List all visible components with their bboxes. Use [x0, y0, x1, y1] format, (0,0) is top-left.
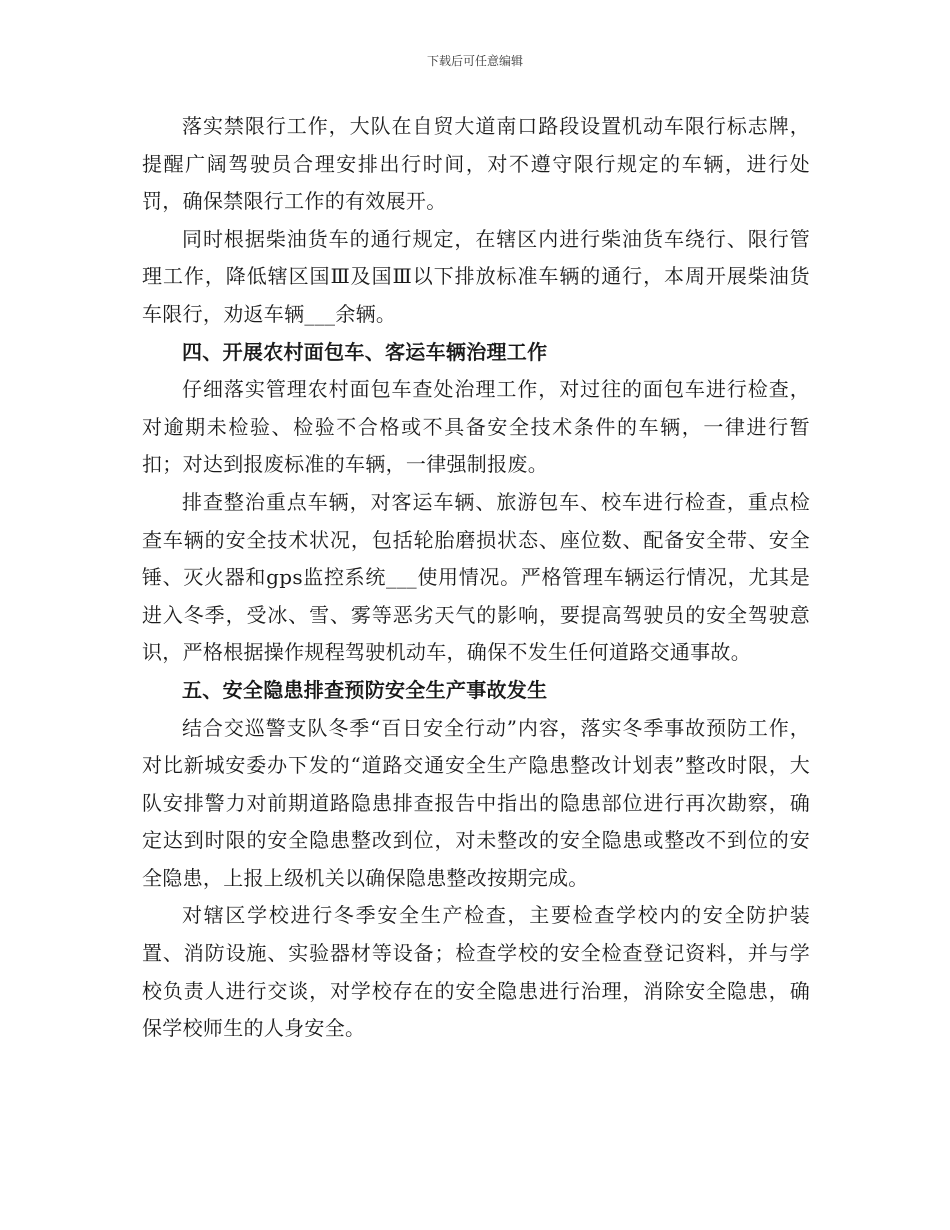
paragraph-diesel-trucks	[142, 221, 810, 334]
paragraph-hazard-inspection: 结合交巡警支队冬季“百日安全行动”内容，落实冬季事故预防工作，对比新城安委办下发的“道路交通安全生产隐患整改计划表”整改时限，大队安排警力对前期道路隐患排查报告中指出的隐患部位进行再次勘察，确定达到时限的安全隐患整改到位，对未整改的安全隐患或整改不到位的安全隐患，上报上级机关以确保隐患整改按期完成。	[142, 715, 810, 890]
paragraph-text: 排查整治重点车辆，对客运车辆、旅游包车、校车进行检查，重点检查车辆的安全技术状况，包括轮胎磨损状态、座位数、配备安全带、安全锤、灭火器和gps监控系统	[142, 489, 810, 590]
paragraph-minibus-check: 仔细落实管理农村面包车查处治理工作，对过往的面包车进行检查，对逾期未检验、检验不合格或不具备安全技术条件的车辆，一律进行暂扣；对达到报废标准的车辆，一律强制报废。	[142, 377, 810, 477]
paragraph-text: 同时根据柴油货车的通行规定，在辖区内进行柴油货车绕行、限行管理工作，降低辖区国Ⅲ及国Ⅲ以下排放标准车辆的通行，本周开展柴油货车限行，劝返车辆	[142, 226, 810, 326]
section-heading-4: 四、开展农村面包车、客运车辆治理工作	[182, 339, 548, 364]
paragraph-text: 使用情况。严格管理车辆运行情况，尤其是进入冬季，受冰、雪、雾等恶劣天气的影响，要提高驾驶员的安全驾驶意识，严格根据操作规程驾驶机动车，确保不发生任何道路交通事故。	[142, 565, 810, 665]
paragraph-key-vehicles	[142, 484, 810, 672]
fill-blank: ___	[386, 565, 417, 590]
paragraph-restriction: 落实禁限行工作，大队在自贸大道南口路段设置机动车限行标志牌，提醒广阔驾驶员合理安排出行时间，对不遵守限行规定的车辆，进行处罚，确保禁限行工作的有效展开。	[142, 114, 810, 214]
paragraph-school-inspection: 对辖区学校进行冬季安全生产检查，主要检查学校内的安全防护装置、消防设施、实验器材等设备；检查学校的安全检查登记资料，并与学校负责人进行交谈，对学校存在的安全隐患进行治理，消除安全隐患，确保学校师生的人身安全。	[142, 903, 810, 1041]
document-body	[142, 108, 810, 1048]
section-heading-5: 五、安全隐患排查预防安全生产事故发生	[182, 677, 548, 702]
page-header-note: 下载后可任意编辑	[426, 54, 523, 68]
paragraph-text: 余辆。	[335, 301, 397, 326]
fill-blank: ___	[304, 301, 336, 326]
